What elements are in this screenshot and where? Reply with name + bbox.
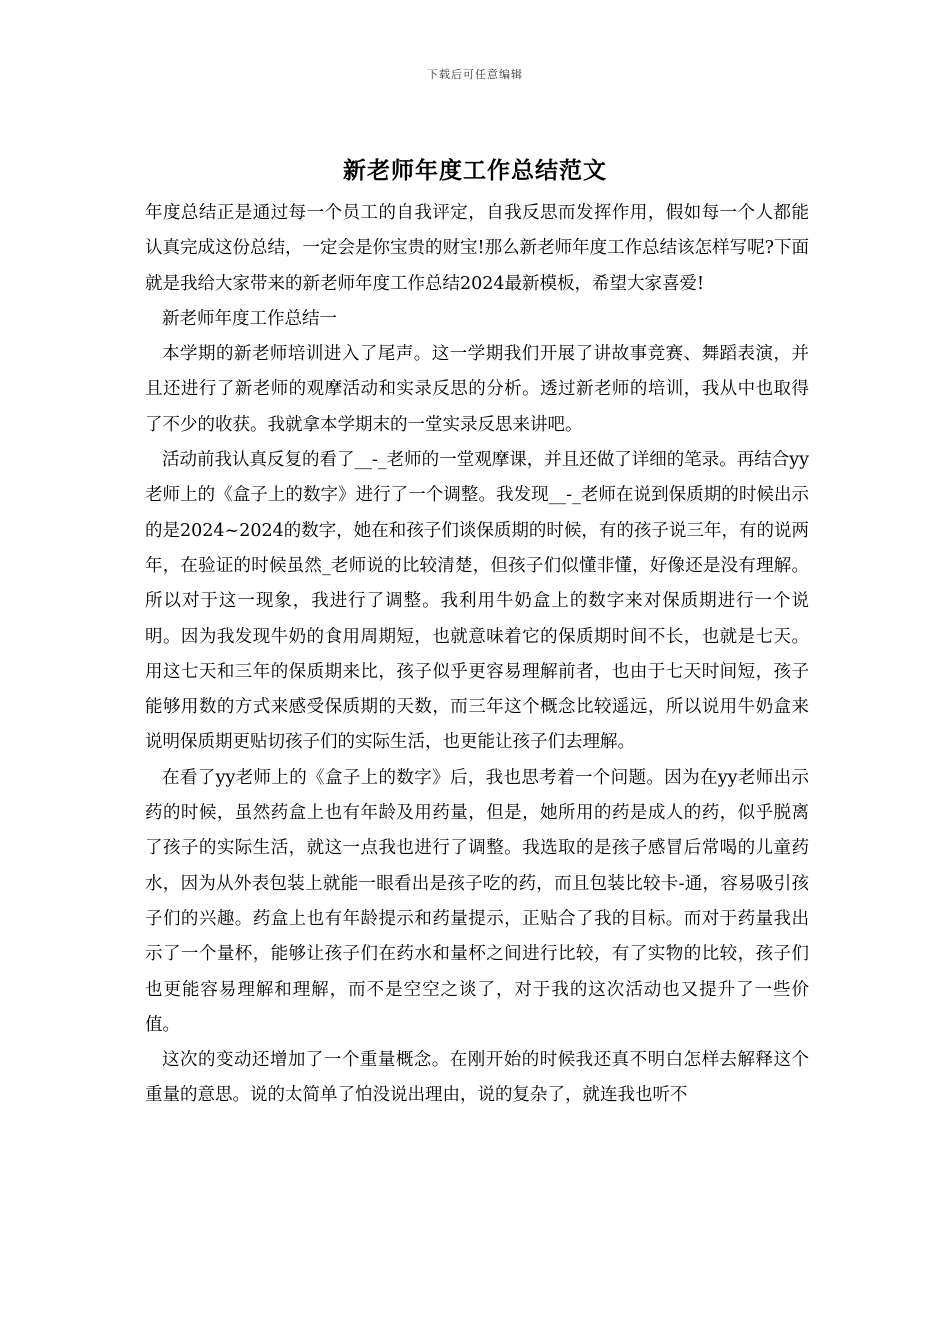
body-paragraph: 本学期的新老师培训进入了尾声。这一学期我们开展了讲故事竞赛、舞蹈表演，并且还进行了新老师的观摩活动和实录反思的分析。透过新老师的培训，我从中也取得了不少的收获。我就拿本学期末的一堂实录反思来讲吧。	[145, 344, 809, 435]
body-paragraph: 这次的变动还增加了一个重量概念。在刚开始的时候我还真不明白怎样去解释这个重量的意思。说的太简单了怕没说出理由，说的复杂了，就连我也听不	[145, 1050, 809, 1106]
intro-paragraph: 年度总结正是通过每一个员工的自我评定，自我反思而发挥作用，假如每一个人都能认真完成这份总结，一定会是你宝贵的财宝!那么新老师年度工作总结该怎样写呢?下面就是我给大家带来的新老师年度工作总结2024最新模板，希望大家喜爱!	[145, 203, 809, 294]
body-paragraph: 在看了yy老师上的《盒子上的数字》后，我也思考着一个问题。因为在yy老师出示药的时候，虽然药盒上也有年龄及用药量，但是，她所用的药是成人的药，似乎脱离了孩子的实际生活，就这一点我也进行了调整。我选取的是孩子感冒后常喝的儿童药水，因为从外表包装上就能一眼看出是孩子吃的药，而且包装比较卡-通，容易吸引孩子们的兴趣。药盒上也有年龄提示和药量提示，正贴合了我的目标。而对于药量我出示了一个量杯，能够让孩子们在药水和量杯之间进行比较，有了实物的比较，孩子们也更能容易理解和理解，而不是空空之谈了，对于我的这次活动也又提升了一些价值。	[145, 767, 809, 1035]
body-paragraph: 活动前我认真反复的看了__-_老师的一堂观摩课，并且还做了详细的笔录。再结合yy老师上的《盒子上的数字》进行了一个调整。我发现__-_老师在说到保质期的时候出示的是2024~2024的数字，她在和孩子们谈保质期的时候，有的孩子说三年，有的说两年，在验证的时候虽然_老师说的比较清楚，但孩子们似懂非懂，好像还是没有理解。所以对于这一现象，我进行了调整。我利用牛奶盒上的数字来对保质期进行一个说明。因为我发现牛奶的食用周期短，也就意味着它的保质期时间不长，也就是七天。用这七天和三年的保质期来比，孩子似乎更容易理解前者，也由于七天时间短，孩子能够用数的方式来感受保质期的天数，而三年这个概念比较遥远，所以说用牛奶盒来说明保质期更贴切孩子们的实际生活，也更能让孩子们去理解。	[145, 450, 809, 753]
header-note: 下载后可任意编辑	[427, 68, 523, 81]
section-heading: 新老师年度工作总结一	[162, 308, 337, 329]
document-body	[145, 196, 809, 1114]
document-title: 新老师年度工作总结范文	[343, 157, 607, 184]
